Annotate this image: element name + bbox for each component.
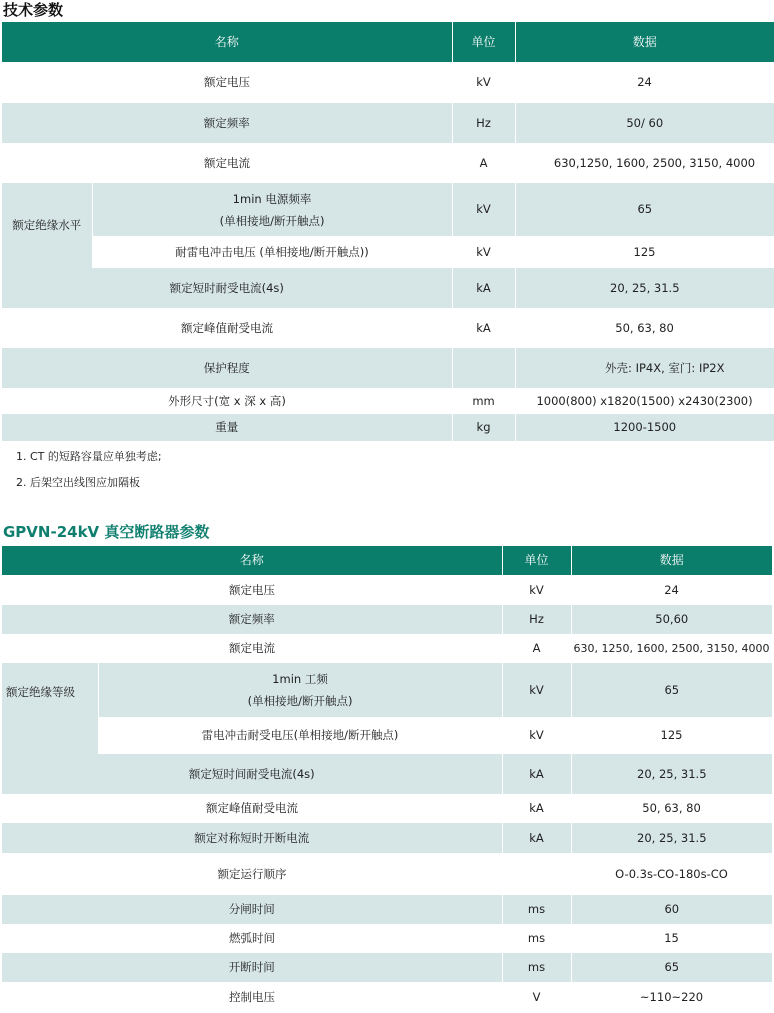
row-name: 额定电流 <box>204 155 250 170</box>
row-unit: kA <box>452 268 515 308</box>
subname-line: (单相接地/断开触点) <box>219 213 325 228</box>
row-unit: kg <box>452 414 515 441</box>
row-unit: kV <box>476 244 491 259</box>
row-unit <box>452 348 515 388</box>
row-name: 额定峰值耐受电流 <box>206 801 298 816</box>
header-unit: 单位 <box>452 22 515 62</box>
group-label: 额定绝缘等级 <box>2 663 98 754</box>
table-row <box>2 634 772 663</box>
row-subname: 耐雷电冲击电压 (单相接地/断开触点)) <box>175 244 369 259</box>
spec-table-1 <box>2 22 774 441</box>
row-unit: A <box>479 155 488 170</box>
table-header <box>2 22 774 62</box>
row-unit: A <box>532 641 541 656</box>
table-row <box>2 754 772 794</box>
subname-line: 1min 工频 <box>272 672 328 686</box>
row-value: 50, 63, 80 <box>642 801 701 816</box>
row-value: 24 <box>637 75 652 90</box>
row-unit: kA <box>476 320 491 335</box>
table-row <box>2 388 774 414</box>
row-name: 额定短时耐受电流(4s) <box>169 280 284 295</box>
header-name: 名称 <box>2 546 502 575</box>
row-value: O-0.3s-CO-180s-CO <box>615 866 728 881</box>
note: 1. CT 的短路容量应单独考虑; <box>16 450 162 463</box>
row-value: 60 <box>571 895 772 924</box>
row-subname: 雷电冲击耐受电压(单相接地/断开触点) <box>201 728 399 743</box>
row-unit: kV <box>529 582 544 597</box>
table-row <box>2 268 774 308</box>
row-name: 分闸时间 <box>228 902 275 917</box>
table-row <box>2 953 772 982</box>
row-unit: ms <box>527 931 546 946</box>
row-unit <box>502 853 571 895</box>
row-unit: kV <box>502 663 571 717</box>
note: 2. 后架空出线图应加隔板 <box>16 476 140 489</box>
row-subname <box>92 183 452 236</box>
table-row <box>2 575 772 605</box>
table-row <box>2 143 774 183</box>
header-unit: 单位 <box>502 546 571 575</box>
group-label: 额定绝缘水平 <box>2 183 92 268</box>
table-header <box>2 546 772 575</box>
row-unit: ms <box>502 895 571 924</box>
row-name: 保护程度 <box>203 360 250 375</box>
table-row <box>2 414 774 441</box>
table-row <box>2 308 774 348</box>
table-row <box>2 236 774 268</box>
row-name: 额定频率 <box>228 612 275 627</box>
row-value: 125 <box>633 244 656 259</box>
row-name: 额定运行顺序 <box>217 866 287 881</box>
row-value: 65 <box>571 663 772 717</box>
row-value: 20, 25, 31.5 <box>515 268 774 308</box>
section1-title: 技术参数 <box>3 1 64 19</box>
row-value: 50/ 60 <box>515 103 774 143</box>
table-row <box>2 103 774 143</box>
row-name: 开断时间 <box>228 960 275 975</box>
table-row <box>2 794 772 823</box>
row-value: 20, 25, 31.5 <box>571 754 772 794</box>
row-unit: Hz <box>502 605 571 634</box>
table-row <box>2 605 772 634</box>
row-unit: mm <box>472 393 495 408</box>
row-name: 额定电压 <box>229 582 275 597</box>
row-value: 1200-1500 <box>515 414 774 441</box>
row-value: 1000(800) x1820(1500) x2430(2300) <box>536 393 753 408</box>
row-subname <box>98 663 502 717</box>
row-name: 外形尺寸(宽 x 深 x 高) <box>168 393 286 408</box>
row-unit: Hz <box>452 103 515 143</box>
table-row <box>2 663 772 717</box>
row-unit: kA <box>529 801 544 816</box>
row-name: 燃弧时间 <box>229 931 275 946</box>
row-name: 额定频率 <box>203 115 250 130</box>
row-unit: kV <box>452 183 515 236</box>
table-row <box>2 183 774 236</box>
subname-line: 1min 电源频率 <box>232 191 312 206</box>
row-value: 24 <box>664 582 679 597</box>
row-name: 额定电压 <box>204 75 250 90</box>
table-row <box>2 348 774 388</box>
row-unit: ms <box>502 953 571 982</box>
row-value: 15 <box>664 931 679 946</box>
table-row <box>2 853 772 895</box>
header-data: 数据 <box>515 22 774 62</box>
row-name: 额定短时间耐受电流(4s) <box>188 766 315 781</box>
row-value: 50, 63, 80 <box>615 320 674 335</box>
row-name: 额定对称短时开断电流 <box>194 830 310 845</box>
header-name: 名称 <box>2 22 452 62</box>
table-row <box>2 823 772 853</box>
row-unit: kV <box>529 728 544 743</box>
row-value: 125 <box>660 728 683 743</box>
table-row <box>2 717 772 754</box>
row-name: 额定峰值耐受电流 <box>181 320 273 335</box>
row-value: ~110~220 <box>639 989 704 1004</box>
table-row <box>2 924 772 953</box>
table-row <box>2 982 772 1012</box>
row-unit: kV <box>476 75 491 90</box>
row-unit: kA <box>502 823 571 853</box>
row-unit: kA <box>502 754 571 794</box>
table-row <box>2 62 774 103</box>
table-row <box>2 895 772 924</box>
row-value: 20, 25, 31.5 <box>571 823 772 853</box>
row-name: 额定电流 <box>229 641 275 656</box>
header-data: 数据 <box>571 546 772 575</box>
row-value: 65 <box>515 183 774 236</box>
subname-line: (单相接地/断开触点) <box>247 694 353 708</box>
row-value: 65 <box>571 953 772 982</box>
row-name: 重量 <box>215 420 239 435</box>
row-name: 控制电压 <box>229 989 275 1004</box>
row-value: 630, 1250, 1600, 2500, 3150, 4000 <box>573 641 770 655</box>
row-value: 50,60 <box>571 605 772 634</box>
row-value: 外壳: IP4X, 室门: IP2X <box>515 348 774 388</box>
spec-table-2 <box>2 546 772 1012</box>
section2-title: GPVN-24kV 真空断路器参数 <box>3 523 210 541</box>
row-unit: V <box>532 989 541 1004</box>
row-value: 630,1250, 1600, 2500, 3150, 4000 <box>553 155 756 170</box>
